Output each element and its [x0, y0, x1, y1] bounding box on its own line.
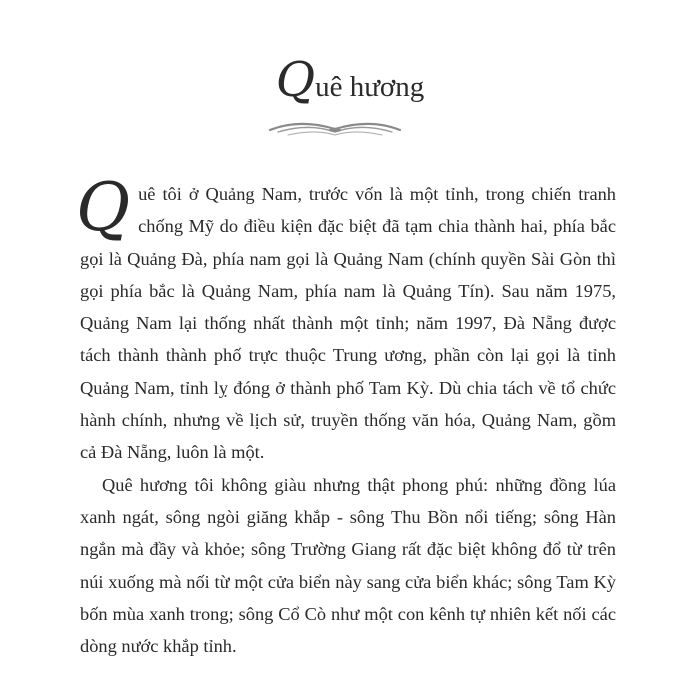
chapter-title-initial: Q	[275, 52, 316, 108]
paragraph-2: Quê hương tôi không giàu nhưng thật phong phú: những đồng lúa xanh ngát, sông ngòi giăng khắp - sông Thu Bồn nổi tiếng; sông Hàn ngắn mà đầy và khỏe; sông Trường Giang rất đặc biệt không đổ từ trên núi xuống mà nối từ một cửa biển này sang cửa biển khác; sông Tam Kỳ bốn mùa xanh trong; sông Cổ Cò như một con kênh tự nhiên kết nối các dòng nước khắp tỉnh.	[80, 474, 616, 657]
drop-cap: Q	[76, 169, 131, 246]
chapter-title-rest: uê hương	[315, 71, 425, 103]
chapter-title	[0, 52, 700, 108]
flourish-divider-icon	[268, 118, 402, 140]
paragraph-1	[76, 169, 616, 469]
paragraph-1-text: uê tôi ở Quảng Nam, trước vốn là một tỉnh, trong chiến tranh chống Mỹ do điều kiện đặc biệt đã tạm chia thành hai, phía bắc gọi là Quảng Đà, phía nam gọi là Quảng Nam (chính quyền Sài Gòn thì gọi phía bắc là Quảng Nam, phía nam là Quảng Tín). Sau năm 1975, Quảng Nam lại thống nhất thành một tỉnh; năm 1997, Đà Nẵng được tách thành thành phố trực thuộc Trung ương, phần còn lại gọi là tỉnh Quảng Nam, tỉnh lỵ đóng ở thành phố Tam Kỳ. Dù chia tách về tổ chức hành chính, nhưng về lịch sử, truyền thống văn hóa, Quảng Nam, gồm cả Đà Nẵng, luôn là một.	[80, 184, 616, 463]
chapter-body	[76, 169, 616, 662]
